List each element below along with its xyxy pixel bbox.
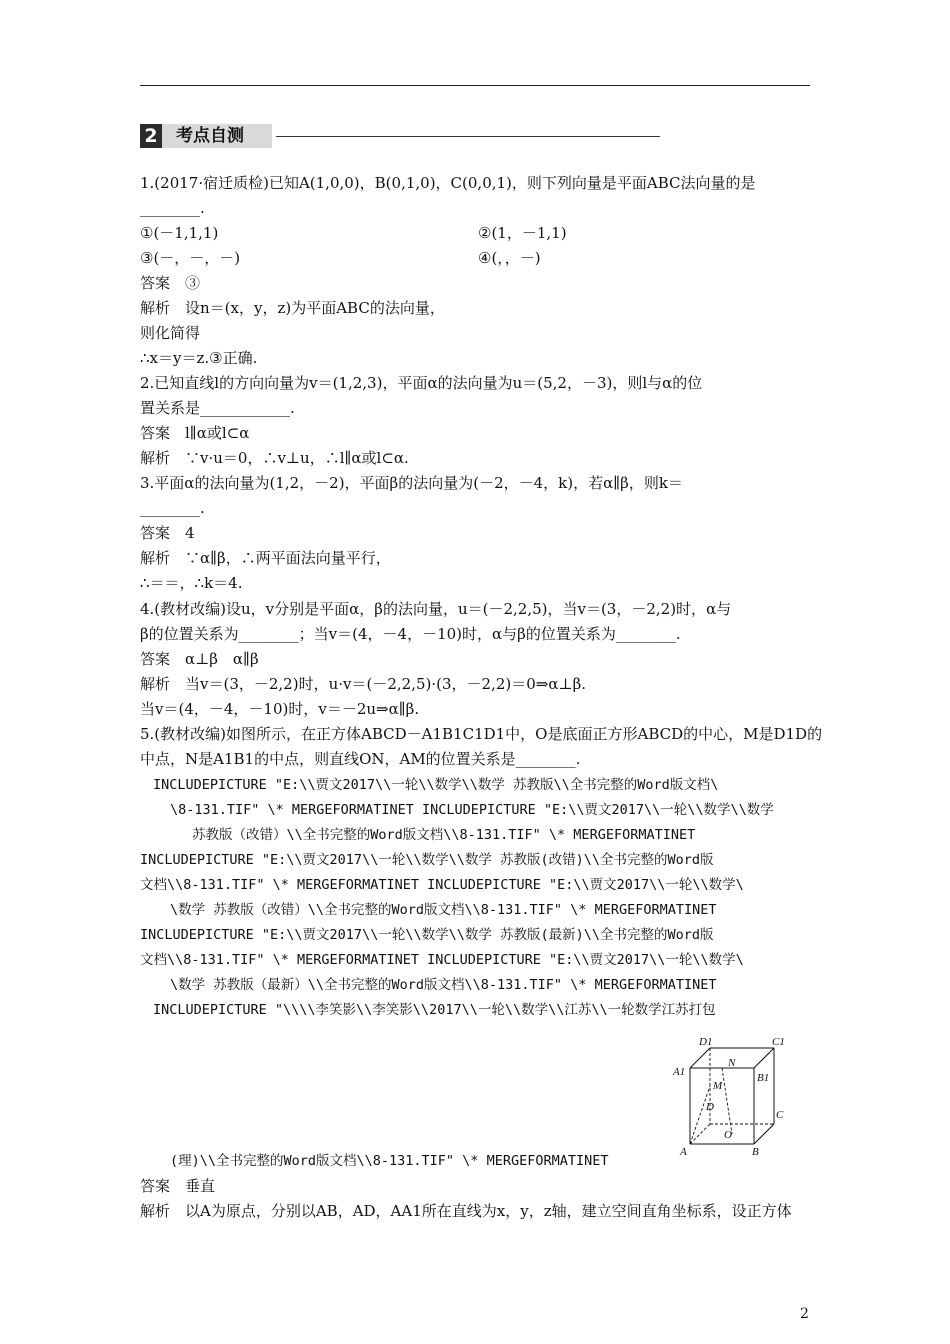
includepicture-line: 文档\\8-131.TIF" \* MERGEFORMATINET INCLUDEPICTURE "E:\\贾文2017\\一轮\\数学\ bbox=[140, 952, 744, 968]
includepicture-line: INCLUDEPICTURE "E:\\贾文2017\\一轮\\数学\\数学 苏教版(改错)\\全书完整的Word版 bbox=[140, 852, 714, 868]
q1-solution-3: ∴x＝y＝z.③正确. bbox=[140, 349, 258, 367]
q5-solution: 解析 以A为原点，分别以AB，AD，AA1所在直线为x，y，z轴，建立空间直角坐标系，设正方体 bbox=[140, 1202, 792, 1220]
q3-answer: 答案 4 bbox=[140, 524, 195, 542]
q1-solution-1: 解析 设n＝(x，y，z)为平面ABC的法向量， bbox=[140, 299, 445, 317]
label-a: A bbox=[680, 1146, 687, 1158]
q3-solution-2: ∴＝＝，∴k＝4. bbox=[140, 574, 243, 592]
top-rule bbox=[140, 85, 810, 86]
q2-stem: 2.已知直线l的方向向量为v＝(1,2,3)，平面α的法向量为u＝(5,2，－3)，则l与α的位 bbox=[140, 374, 703, 392]
includepicture-line: (理)\\全书完整的Word版文档\\8-131.TIF" \* MERGEFORMATINET bbox=[170, 1153, 609, 1169]
q1-option-4: ④(，，－) bbox=[478, 249, 541, 267]
label-o: O bbox=[724, 1129, 732, 1141]
includepicture-line: \数学 苏教版（改错）\\全书完整的Word版文档\\8-131.TIF" \* MERGEFORMATINET bbox=[170, 902, 717, 918]
q2-answer: 答案 l∥α或l⊂α bbox=[140, 424, 250, 442]
label-b: B bbox=[752, 1146, 759, 1158]
q4-stem-2: β的位置关系为________；当v＝(4，－4，－10)时，α与β的位置关系为________. bbox=[140, 625, 681, 643]
edge-bc bbox=[754, 1124, 774, 1144]
q5-stem-2: 中点，N是A1B1的中点，则直线ON，AM的位置关系是________. bbox=[140, 750, 581, 768]
q4-solution-2: 当v＝(4，－4，－10)时，v＝－2u⇒α∥β. bbox=[140, 700, 420, 718]
includepicture-line: 文档\\8-131.TIF" \* MERGEFORMATINET INCLUDEPICTURE "E:\\贾文2017\\一轮\\数学\ bbox=[140, 877, 744, 893]
label-d: D bbox=[706, 1101, 714, 1113]
section-title: 考点自测 bbox=[162, 124, 272, 148]
edge-b1c1 bbox=[754, 1048, 774, 1068]
label-n: N bbox=[728, 1057, 736, 1069]
label-a1: A1 bbox=[673, 1066, 686, 1078]
label-b1: B1 bbox=[757, 1072, 770, 1084]
q2-stem-2: 置关系是____________. bbox=[140, 399, 295, 417]
q1-option-3: ③(－，－，－) bbox=[140, 249, 241, 267]
includepicture-line: \数学 苏教版（最新）\\全书完整的Word版文档\\8-131.TIF" \* MERGEFORMATINET bbox=[170, 977, 717, 993]
label-c: C bbox=[776, 1109, 784, 1121]
q1-option-1: ①(－1,1,1) bbox=[140, 224, 219, 242]
includepicture-line: 苏教版（改错）\\全书完整的Word版文档\\8-131.TIF" \* MERGEFORMATINET bbox=[192, 827, 696, 843]
label-d1: D1 bbox=[699, 1036, 713, 1048]
section-header bbox=[140, 124, 520, 150]
q1-solution-2: 则化简得 bbox=[140, 324, 201, 342]
q3-solution-1: 解析 ∵α∥β，∴两平面法向量平行， bbox=[140, 549, 391, 567]
label-c1: C1 bbox=[772, 1036, 785, 1048]
q1-blank: ________. bbox=[140, 199, 205, 217]
q5-stem: 5.(教材改编)如图所示，在正方体ABCD－A1B1C1D1中，O是底面正方形ABCD的中心，M是D1D的 bbox=[140, 725, 823, 743]
q5-answer: 答案 垂直 bbox=[140, 1177, 216, 1195]
includepicture-line: INCLUDEPICTURE "E:\\贾文2017\\一轮\\数学\\数学 苏教版(最新)\\全书完整的Word版 bbox=[140, 927, 714, 943]
page-number: 2 bbox=[800, 1306, 809, 1322]
q2-solution: 解析 ∵v·u＝0，∴v⊥u，∴l∥α或l⊂α. bbox=[140, 449, 409, 467]
edge-a1d1 bbox=[690, 1048, 710, 1068]
q3-stem: 3.平面α的法向量为(1,2，－2)，平面β的法向量为(－2，－4，k)，若α∥β，则k＝ bbox=[140, 474, 683, 492]
includepicture-line: INCLUDEPICTURE "E:\\贾文2017\\一轮\\数学\\数学 苏教版\\全书完整的Word版文档\ bbox=[153, 777, 719, 793]
label-m: M bbox=[713, 1080, 723, 1092]
section-rule bbox=[276, 136, 660, 137]
q1-answer: 答案 ③ bbox=[140, 274, 201, 292]
q1-stem: 1.(2017·宿迁质检)已知A(1,0,0)，B(0,1,0)，C(0,0,1)，则下列向量是平面ABC法向量的是 bbox=[140, 174, 756, 192]
q1-option-2: ②(1，－1,1) bbox=[478, 224, 567, 242]
cube-figure bbox=[672, 1034, 792, 1160]
section-number: 2 bbox=[140, 124, 162, 148]
segment-am bbox=[690, 1086, 710, 1144]
includepicture-line: \8-131.TIF" \* MERGEFORMATINET INCLUDEPICTURE "E:\\贾文2017\\一轮\\数学\\数学 bbox=[170, 802, 774, 818]
q3-blank: ________. bbox=[140, 499, 205, 517]
includepicture-line: INCLUDEPICTURE "\\\\李笑影\\李笑影\\2017\\一轮\\数学\\江苏\\一轮数学江苏打包 bbox=[153, 1002, 716, 1018]
q4-solution-1: 解析 当v＝(3，－2,2)时，u·v＝(－2,2,5)·(3，－2,2)＝0⇒α⊥β. bbox=[140, 675, 587, 693]
q4-stem: 4.(教材改编)设u，v分别是平面α，β的法向量，u＝(－2,2,5)，当v＝(3，－2,2)时，α与 bbox=[140, 600, 732, 618]
q4-answer: 答案 α⊥β α∥β bbox=[140, 650, 259, 668]
